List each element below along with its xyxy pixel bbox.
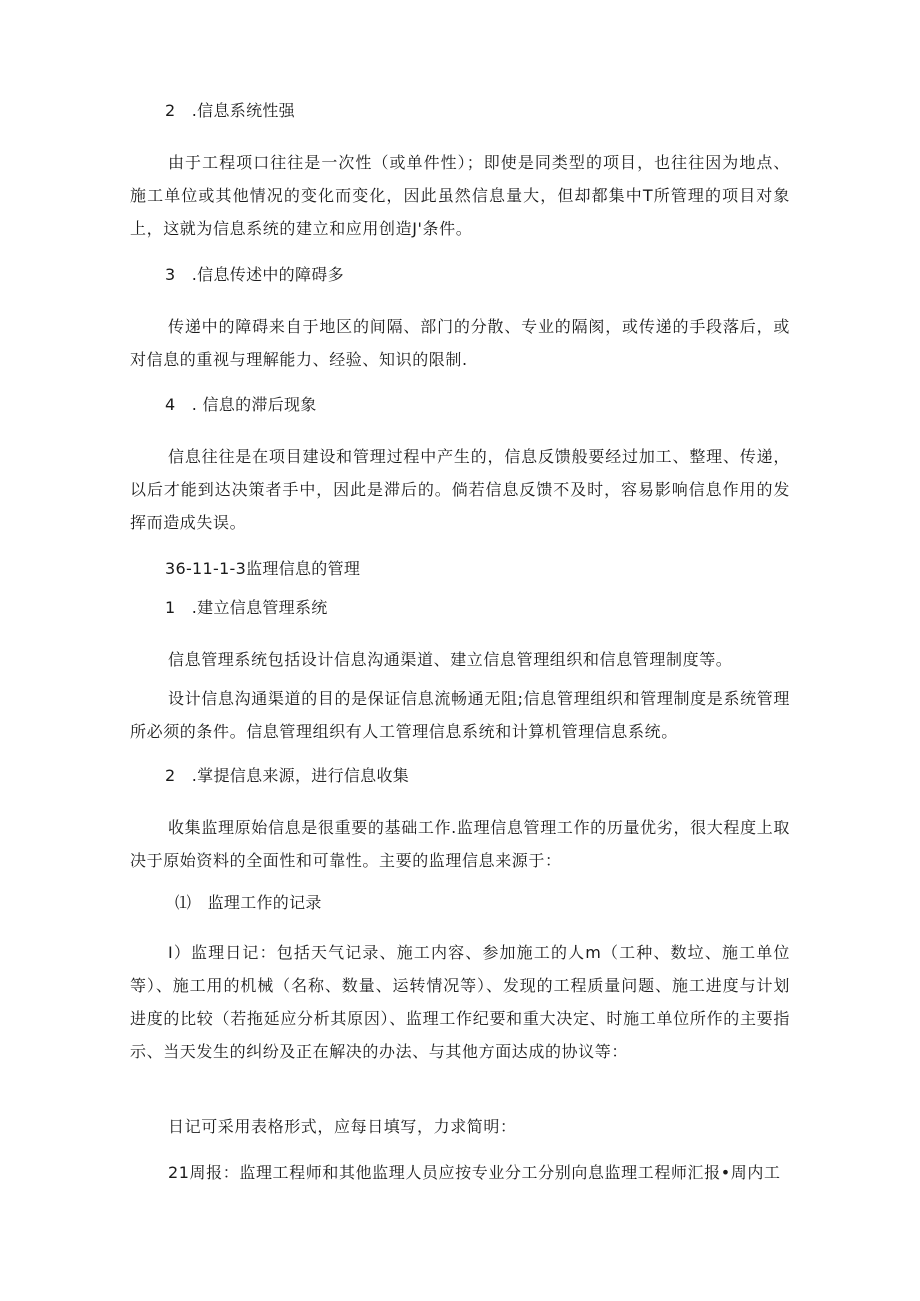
heading-section-2: 2 .掌提信息来源，进行信息收集 xyxy=(165,766,410,785)
heading-item-2: 2 .信息系统性强 xyxy=(165,101,295,120)
heading-item-4: 4 . 信息的滞后现象 xyxy=(165,395,317,414)
paragraph-transmission-obstacles: 传递中的障碍来自于地区的间隔、部门的分散、专业的隔阂，或传递的手段落后，或对信息的重视与理解能力、经验、知识的限制. xyxy=(130,317,790,369)
heading-item-3: 3 .信息传述中的障碍多 xyxy=(165,265,344,284)
paragraph-data-collection: 收集监理原始信息是很重要的基础工作.监理信息管理工作的历量优劣，很大程度上取决于原始资料的全面性和可靠性。主要的监理信息来源于： xyxy=(130,818,790,870)
paragraph-weekly-report: 21周报：监理工程师和其他监理人员应按专业分工分别向息监理工程师汇报•周内工 xyxy=(168,1163,781,1182)
section-title: 36-11-1-3监理信息的管理 xyxy=(165,559,361,578)
subheading-work-records: ⑴ 监理工作的记录 xyxy=(175,893,322,912)
paragraph-channel-purpose: 设计信息沟通渠道的目的是保证信息流畅通无阻;信息管理组织和管理制度是系统管理所必须的条件。信息管理组织有人工管理信息系统和计算机管理信息系统。 xyxy=(130,689,790,741)
paragraph-info-system: 由于工程项口往往是一次性（或单件性）；即使是同类型的项目，也往往因为地点、施工单位或其他情况的变化而变化，因此虽然信息量大，但却都集中T所管理的项目对象上，这就为信息系统的建立和应用创造J'条件。 xyxy=(130,153,790,238)
paragraph-diary-format: 日记可采用表格形式，应每日填写，力求简明： xyxy=(168,1117,517,1136)
paragraph-supervision-diary: I）监理日记：包括天气记录、施工内容、参加施工的人m（工种、数垃、施工单位等）、施工用的机械（名称、数量、运转情况等）、发现的工程质量问题、施工进度与计划进度的比较（若拖延应分析其原因）、监理工作纪要和重大决定、时施工单位所作的主要指示、当天发生的纠纷及正在解决的办法、与其他方面达成的协议等： xyxy=(130,943,790,1061)
paragraph-system-components: 信息管理系统包括设计信息沟通渠道、建立信息管理组织和信息管理制度等。 xyxy=(168,650,733,669)
heading-section-1: 1 .建立信息管理系统 xyxy=(165,598,328,617)
paragraph-info-lag: 信息往往是在项目建设和管理过程中产生的，信息反馈般要经过加工、整理、传递，以后才能到达决策者手中，因此是滞后的。倘若信息反馈不及时，容易影响信息作用的发挥而造成失误。 xyxy=(130,447,790,532)
